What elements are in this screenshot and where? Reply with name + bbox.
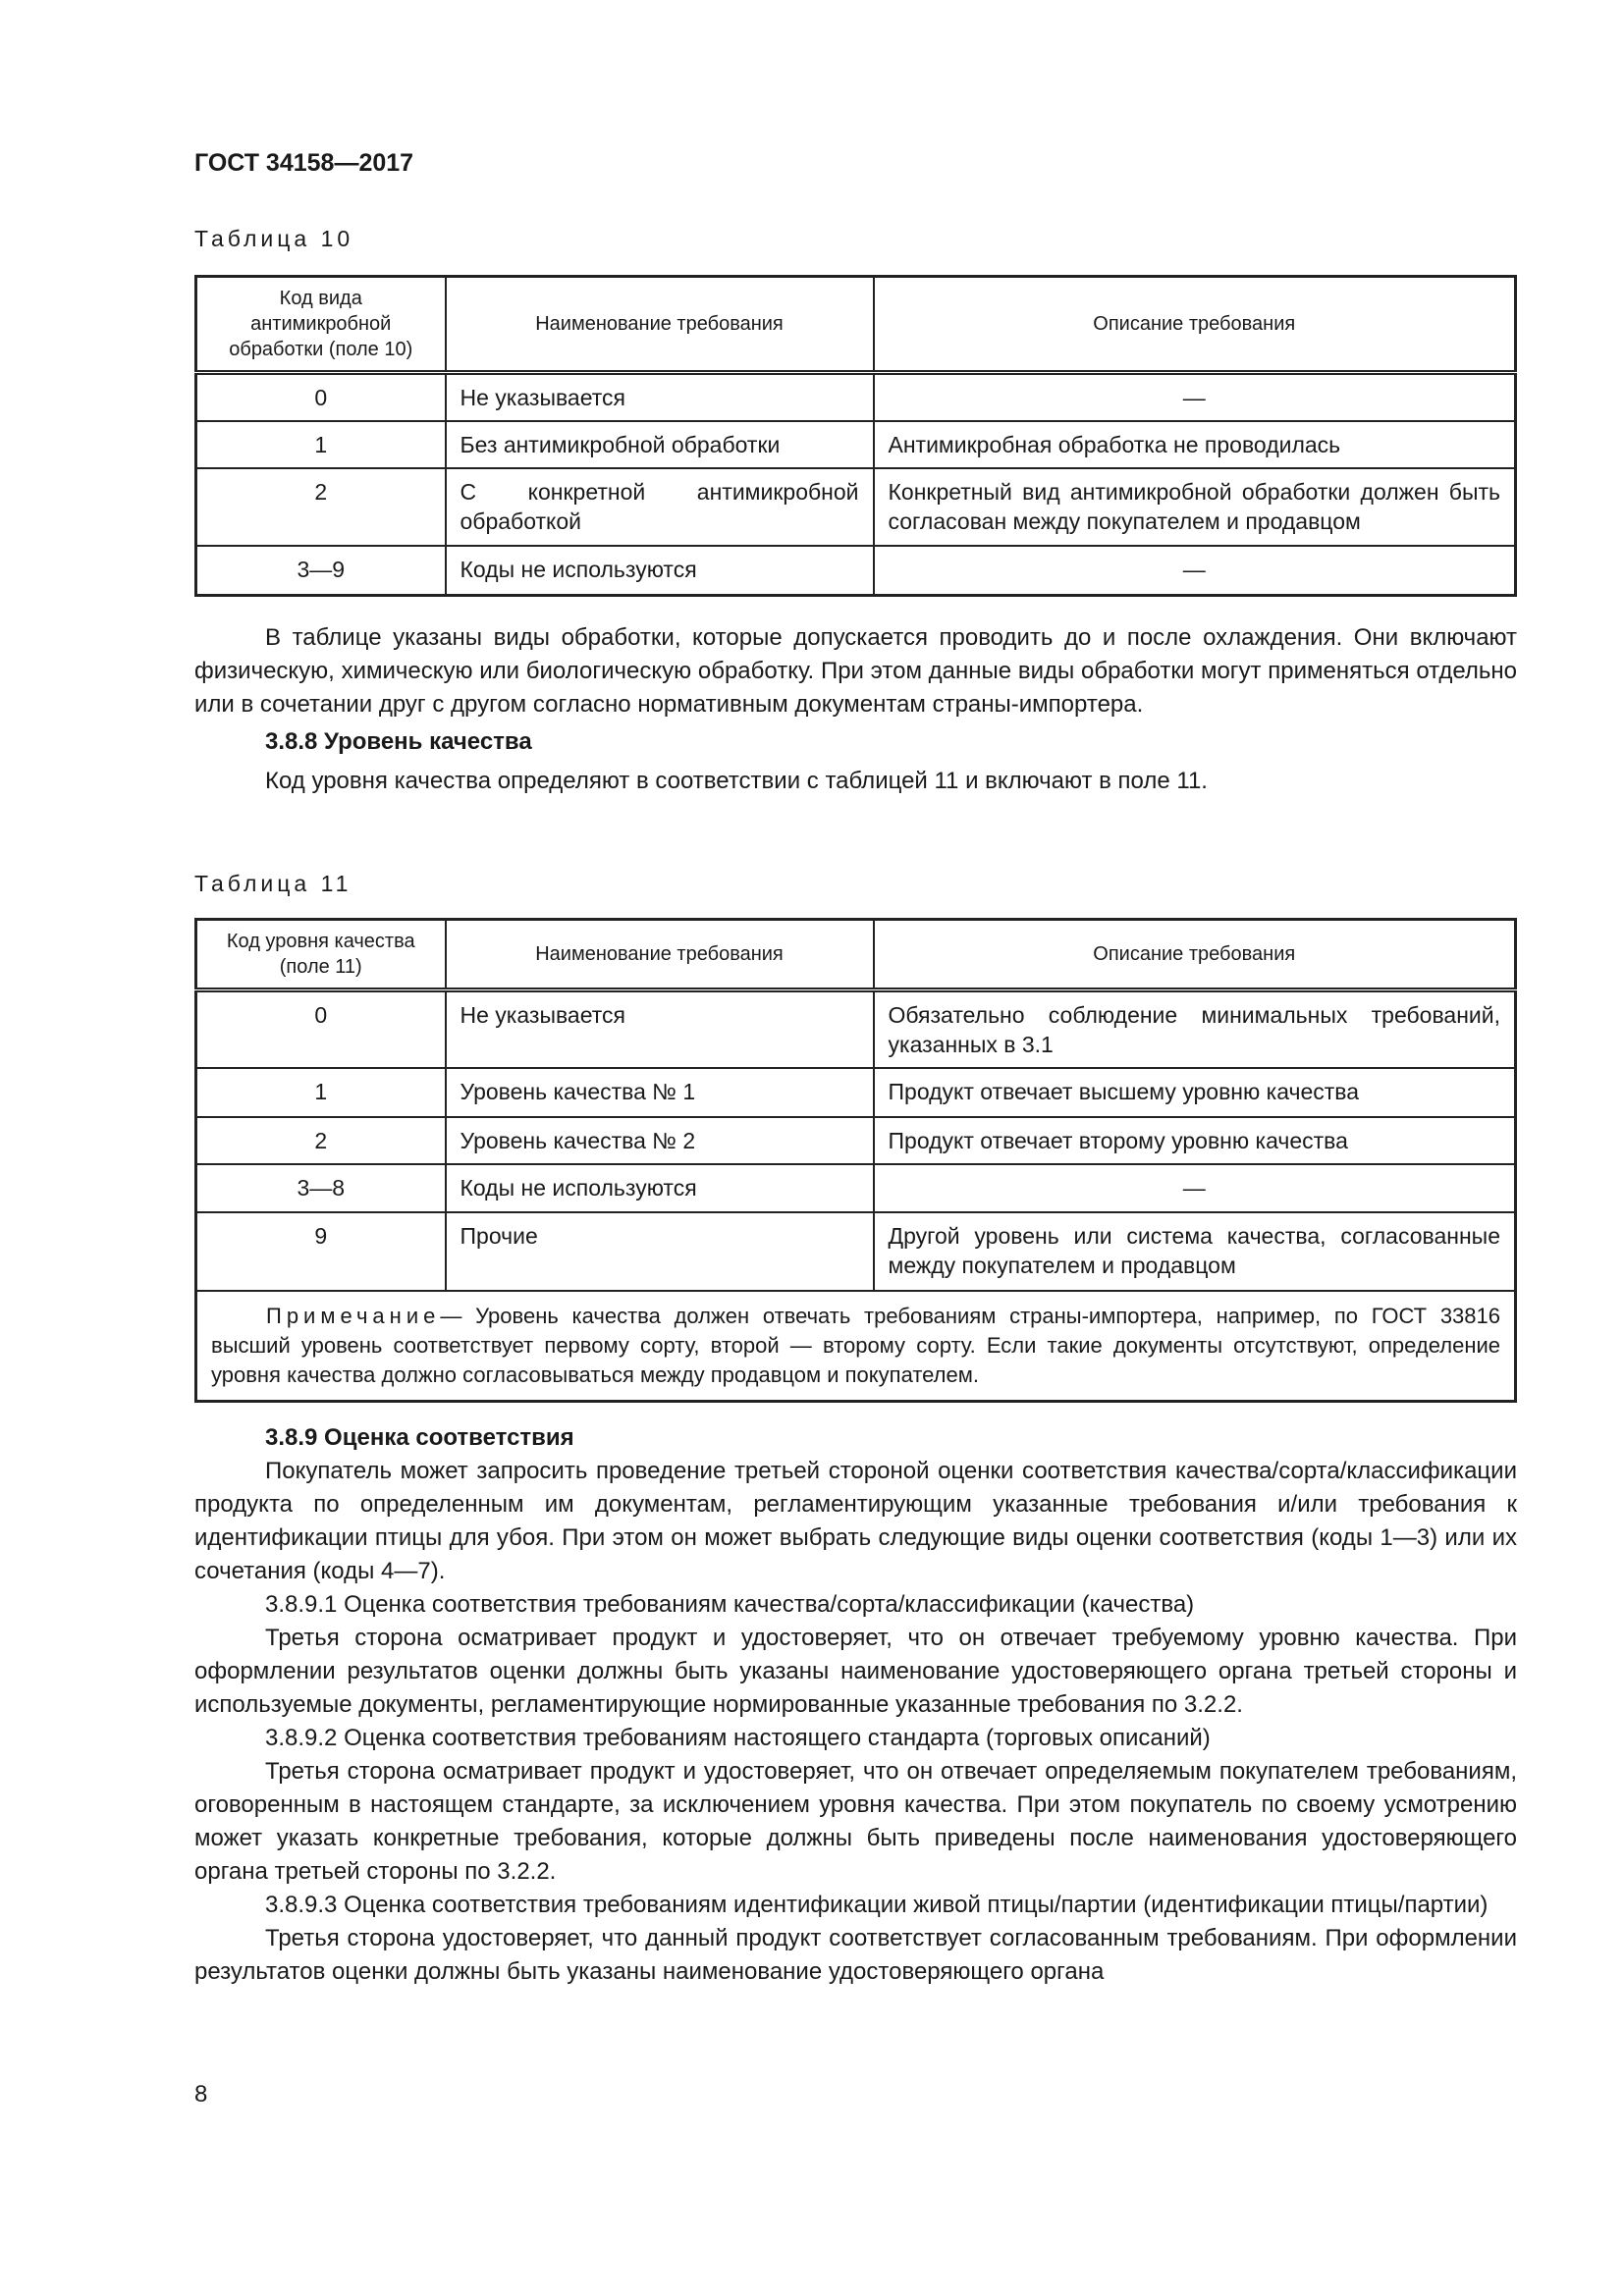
table-11 — [194, 918, 1517, 1403]
description-cell: Другой уровень или система качества, согласованные между покупателем и продавцом — [874, 1212, 1516, 1291]
description-cell: Антимикробная обработка не проводилась — [874, 421, 1516, 468]
description-cell: Конкретный вид антимикробной обработки должен быть согласован между покупателем и продавцом — [874, 468, 1516, 546]
code-cell: 0 — [196, 373, 446, 422]
name-cell: Уровень качества № 1 — [446, 1068, 874, 1117]
name-cell: Коды не используются — [446, 1164, 874, 1212]
paragraph: Покупатель может запросить проведение третьей стороной оценки соответствия качества/сорта/классификации продукта по определенным им документам, регламентирующим указанные требования и/или требования к идентификации птицы для убоя. При этом он может выбрать следующие виды оценки соответствия (коды 1—3) или их сочетания (коды 4—7). — [194, 1458, 1517, 1584]
table-row — [196, 1117, 1516, 1164]
table-row — [196, 1164, 1516, 1212]
table-row — [196, 1212, 1516, 1291]
table11-caption: Таблица 11 — [194, 871, 352, 896]
section-heading-3-8-9: 3.8.9 Оценка соответствия — [265, 1424, 574, 1451]
name-cell: Прочие — [446, 1212, 874, 1291]
paragraph: 3.8.9.3 Оценка соответствия требованиям идентификации живой птицы/партии (идентификации птицы/партии) — [265, 1892, 1489, 1918]
name-cell: С конкретной антимикробной обработкой — [446, 468, 874, 546]
code-cell: 2 — [196, 468, 446, 546]
table-row — [196, 421, 1516, 468]
paragraph: Третья сторона осматривает продукт и удостоверяет, что он отвечает требуемому уровню качества. При оформлении результатов оценки должны быть указаны наименование удостоверяющего органа третьей стороны и используемые документы, регламентирующие нормированные указанные требования по 3.2.2. — [194, 1625, 1517, 1718]
code-cell: 3—9 — [196, 546, 446, 595]
table11-header: Описание требования — [874, 920, 1516, 990]
name-cell: Не указывается — [446, 990, 874, 1069]
note-text: — Уровень качества должен отвечать требованиям страны-импортера, например, по ГОСТ 33816 высший уровень соответствует первому сорту, второй — второму сорту. Если такие документы отсутствуют, определение уровня качества должно согласовываться между продавцом и покупателем. — [211, 1304, 1500, 1387]
paragraph: 3.8.9.1 Оценка соответствия требованиям качества/сорта/классификации (качества) — [265, 1591, 1195, 1618]
section-heading-3-8-8: 3.8.8 Уровень качества — [265, 728, 532, 755]
name-cell: Без антимикробной обработки — [446, 421, 874, 468]
page-number: 8 — [194, 2081, 208, 2108]
table11-header: Наименование требования — [446, 920, 874, 990]
table-row — [196, 546, 1516, 595]
name-cell: Уровень качества № 2 — [446, 1117, 874, 1164]
table10-header: Код вида антимикробной обработки (поле 10) — [196, 277, 446, 373]
table-row — [196, 990, 1516, 1069]
paragraph: В таблице указаны виды обработки, которые допускается проводить до и после охлаждения. Они включают физическую, химическую или биологическую обработку. При этом данные виды обработки могут применяться отдельно или в сочетании друг с другом согласно нормативным документам страны-импортера. — [194, 624, 1517, 718]
table11-note — [196, 1291, 1516, 1402]
name-cell: Коды не используются — [446, 546, 874, 595]
paragraph: Третья сторона осматривает продукт и удостоверяет, что он отвечает определяемым покупателем требованиям, оговоренным в настоящем стандарте, за исключением уровня качества. При этом покупатель по своему усмотрению может указать конкретные требования, которые должны быть приведены после наименования удостоверяющего органа третьей стороны по 3.2.2. — [194, 1758, 1517, 1885]
code-cell: 1 — [196, 421, 446, 468]
table10-header: Наименование требования — [446, 277, 874, 373]
paragraph: 3.8.9.2 Оценка соответствия требованиям настоящего стандарта (торговых описаний) — [265, 1725, 1211, 1751]
code-cell: 0 — [196, 990, 446, 1069]
description-cell: Обязательно соблюдение минимальных требований, указанных в 3.1 — [874, 990, 1516, 1069]
note-label: Примечание — [266, 1304, 441, 1328]
name-cell: Не указывается — [446, 373, 874, 422]
code-cell: 3—8 — [196, 1164, 446, 1212]
description-cell: — — [874, 1164, 1516, 1212]
paragraph: Третья сторона удостоверяет, что данный продукт соответствует согласованным требованиям. При оформлении результатов оценки должны быть указаны наименование удостоверяющего органа — [194, 1925, 1517, 1985]
code-cell: 9 — [196, 1212, 446, 1291]
description-cell: Продукт отвечает второму уровню качества — [874, 1117, 1516, 1164]
table-10 — [194, 275, 1517, 597]
table10-header: Описание требования — [874, 277, 1516, 373]
code-cell: 1 — [196, 1068, 446, 1117]
document-header: ГОСТ 34158—2017 — [194, 149, 414, 177]
paragraph: Код уровня качества определяют в соответствии с таблицей 11 и включают в поле 11. — [265, 768, 1208, 794]
table-row — [196, 1068, 1516, 1117]
table-row — [196, 468, 1516, 546]
table10-caption: Таблица 10 — [194, 226, 354, 251]
description-cell: — — [874, 373, 1516, 422]
description-cell: Продукт отвечает высшему уровню качества — [874, 1068, 1516, 1117]
paragraph-block-1 — [194, 621, 1517, 798]
table-row — [196, 373, 1516, 422]
code-cell: 2 — [196, 1117, 446, 1164]
section-3-8-9 — [194, 1421, 1517, 1989]
description-cell: — — [874, 546, 1516, 595]
table11-header: Код уровня качества (поле 11) — [196, 920, 446, 990]
